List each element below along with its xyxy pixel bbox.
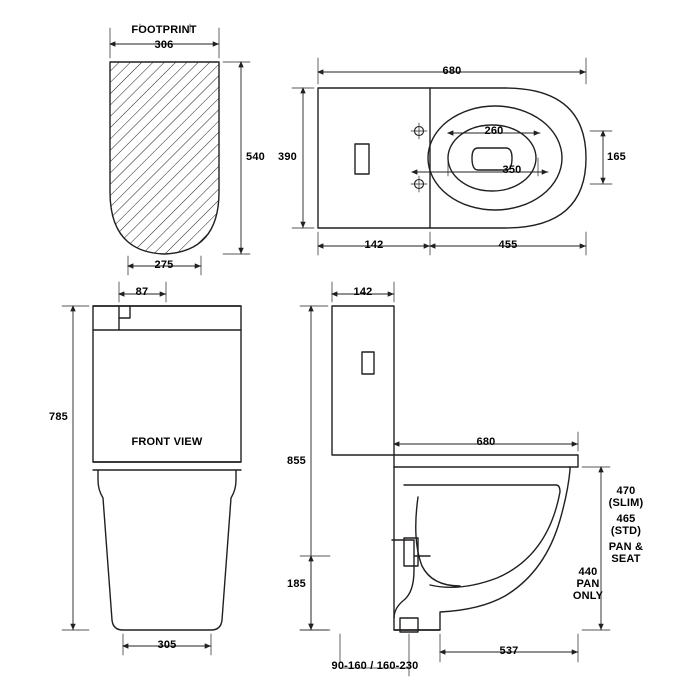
dim-top-depth: 390 — [278, 151, 297, 163]
footprint-title: FOOTPRINT — [131, 24, 197, 36]
dim-side-length: 680 — [476, 436, 496, 448]
note-440-line2: PAN — [576, 578, 600, 590]
note-440-value: 440 — [578, 566, 598, 578]
dim-side-cistern: 142 — [353, 286, 373, 298]
dim-front-inlet: 87 — [135, 286, 149, 298]
dim-fp-base-width: 275 — [154, 259, 174, 271]
dim-front-height: 785 — [49, 411, 68, 423]
dim-side-pan-length: 537 — [499, 645, 519, 657]
note-pan-seat-line2: SEAT — [611, 553, 641, 565]
top-view-outline — [318, 88, 586, 228]
dim-top-bolt-offset: 165 — [607, 151, 626, 163]
side-view-outline — [332, 306, 578, 632]
note-465-qualifier: (STD) — [610, 525, 642, 537]
dim-fp-width: 306 — [154, 39, 174, 51]
dim-top-bowl-inner: 260 — [484, 125, 504, 137]
footprint-outline — [110, 62, 219, 254]
dim-top-cistern: 142 — [364, 239, 384, 251]
dim-top-bolt-spacing: 350 — [502, 164, 522, 176]
front-view-outline — [93, 306, 241, 630]
dim-top-pan: 455 — [498, 239, 518, 251]
note-440-line3: ONLY — [572, 590, 604, 602]
dim-top-overall: 680 — [442, 65, 462, 77]
dim-front-base: 305 — [157, 639, 177, 651]
note-470-qualifier: (SLIM) — [608, 497, 644, 509]
dim-side-inlet-height: 185 — [287, 578, 306, 590]
front-view-title: FRONT VIEW — [131, 436, 203, 448]
note-465-value: 465 — [616, 513, 636, 525]
dim-fp-depth: 540 — [246, 151, 265, 163]
dim-side-set-out: 90-160 / 160-230 — [331, 660, 419, 672]
note-pan-seat-line1: PAN & — [608, 541, 644, 553]
dim-side-height: 855 — [287, 455, 306, 467]
note-470-value: 470 — [616, 485, 636, 497]
